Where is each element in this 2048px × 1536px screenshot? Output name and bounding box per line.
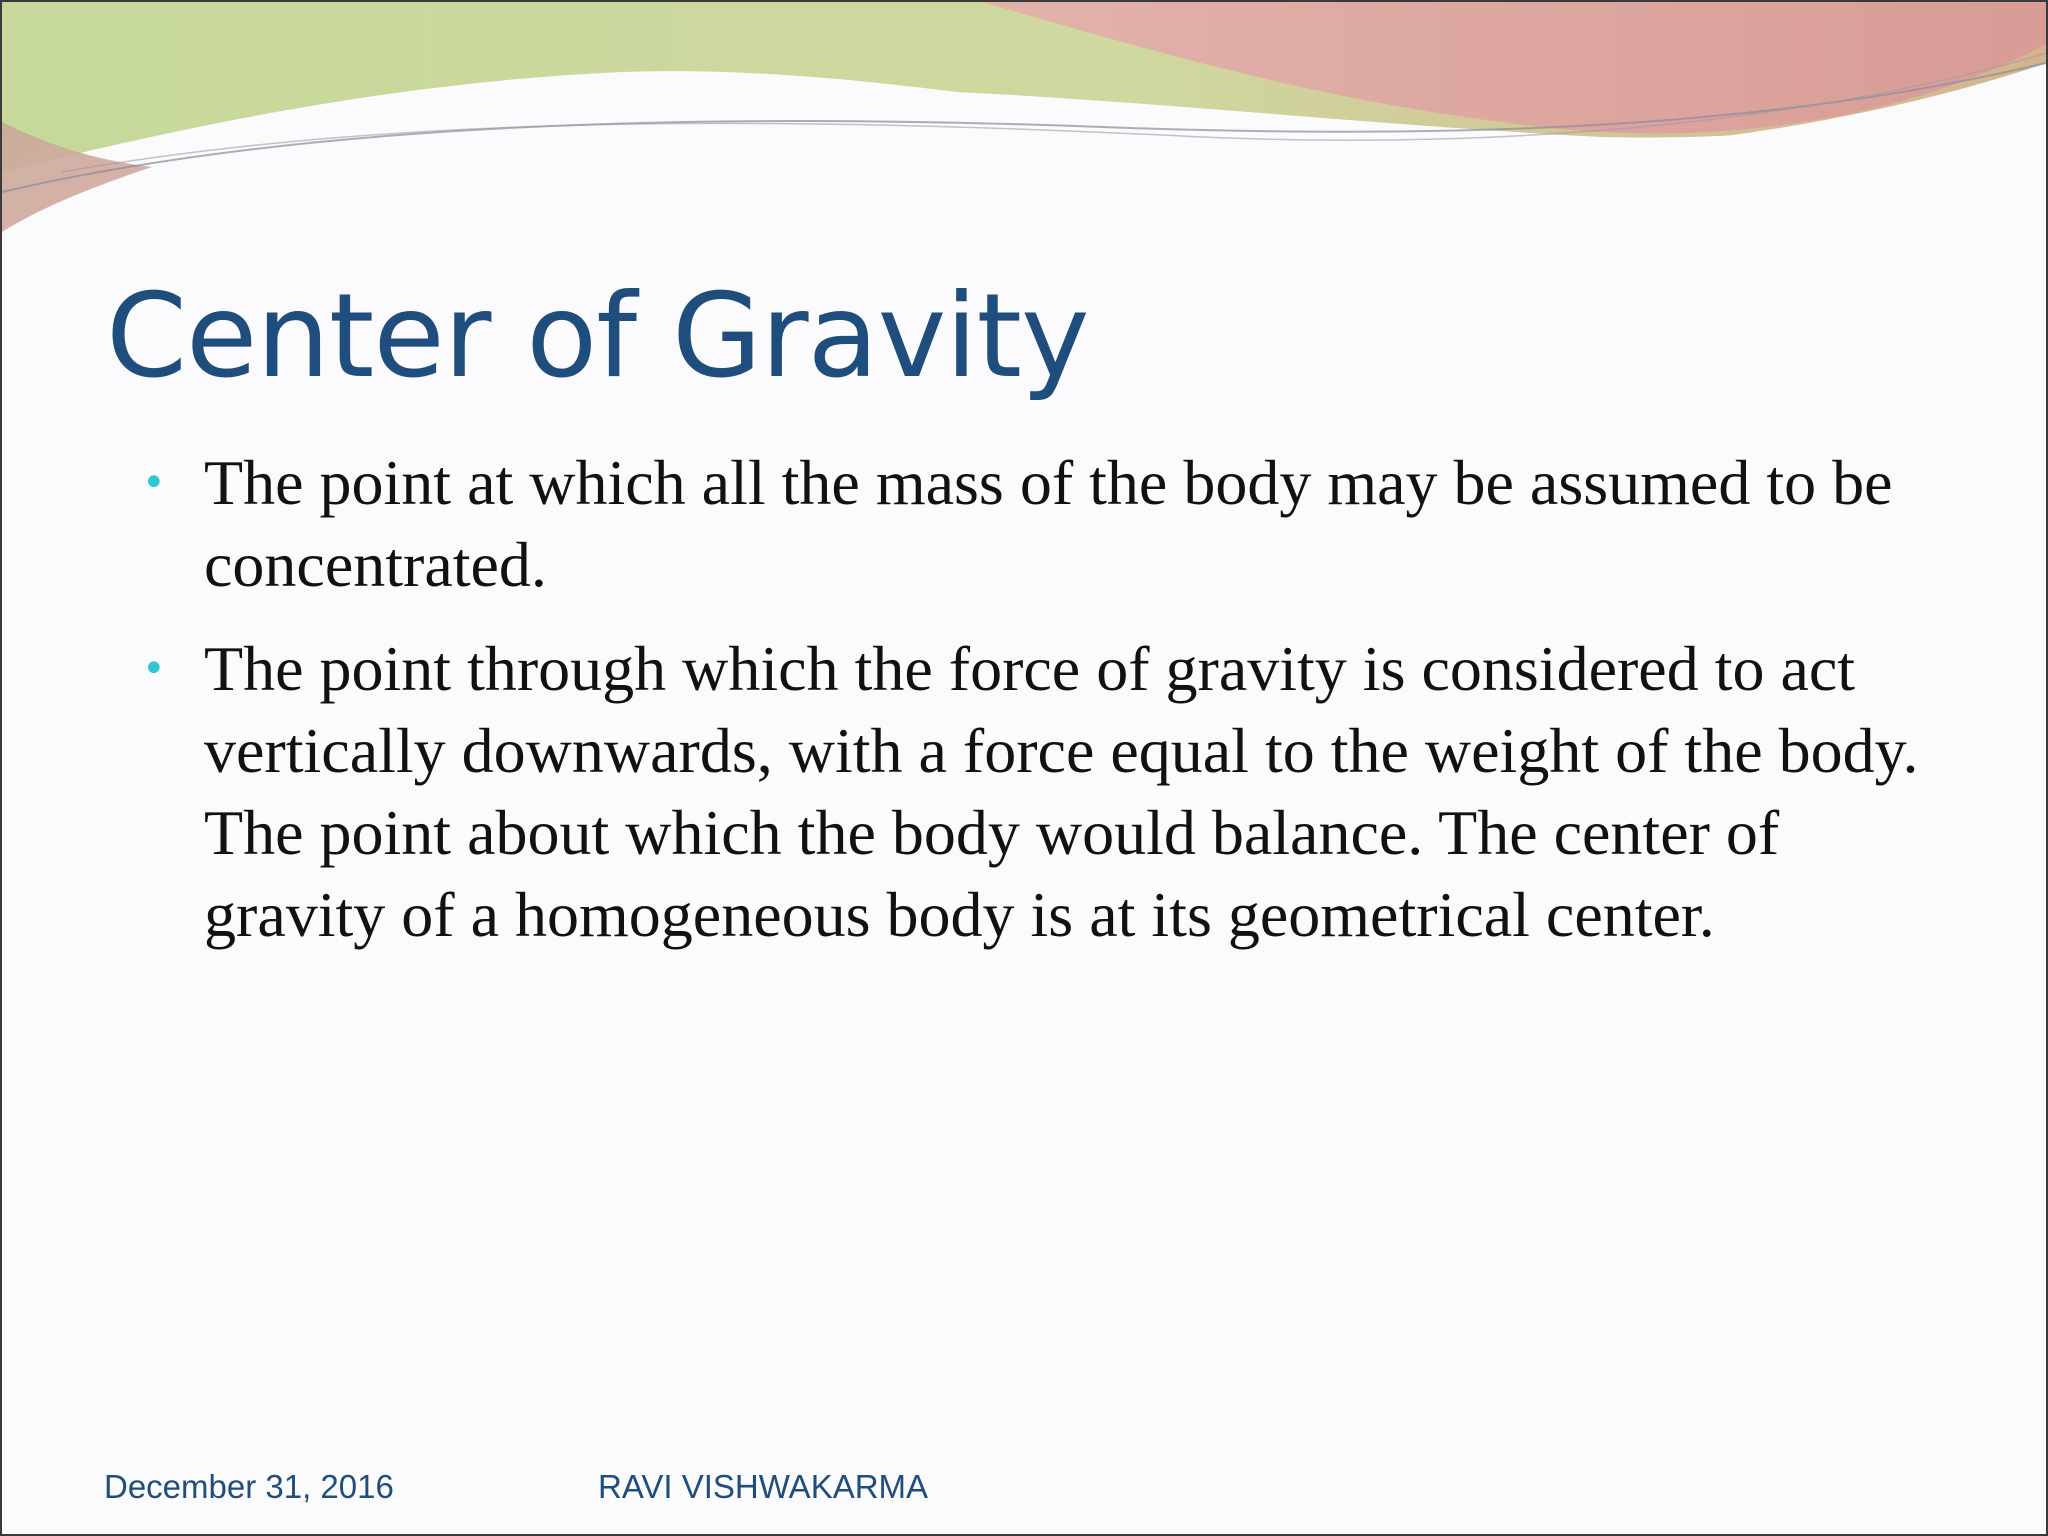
- bullet-list: [142, 442, 1942, 978]
- footer-date: December 31, 2016: [104, 1468, 394, 1505]
- bullet-text: The point through which the force of gravity is considered to act vertically downwards, with a force equal to the weight of the body. The point about which the body would balance. The center of gravity of a homogeneous body is at its geometrical center.: [204, 633, 1919, 950]
- slide-title: Center of Gravity: [106, 269, 1089, 404]
- bullet-text: The point at which all the mass of the body may be assumed to be concentrated.: [204, 447, 1893, 600]
- header-wave-decoration: [2, 2, 2048, 242]
- bullet-dot-icon: •: [142, 646, 166, 692]
- bullet-item: [142, 442, 1942, 606]
- bullet-item: [142, 628, 1942, 956]
- bullet-dot-icon: •: [142, 460, 166, 506]
- footer-author: RAVI VISHWAKARMA: [598, 1468, 929, 1505]
